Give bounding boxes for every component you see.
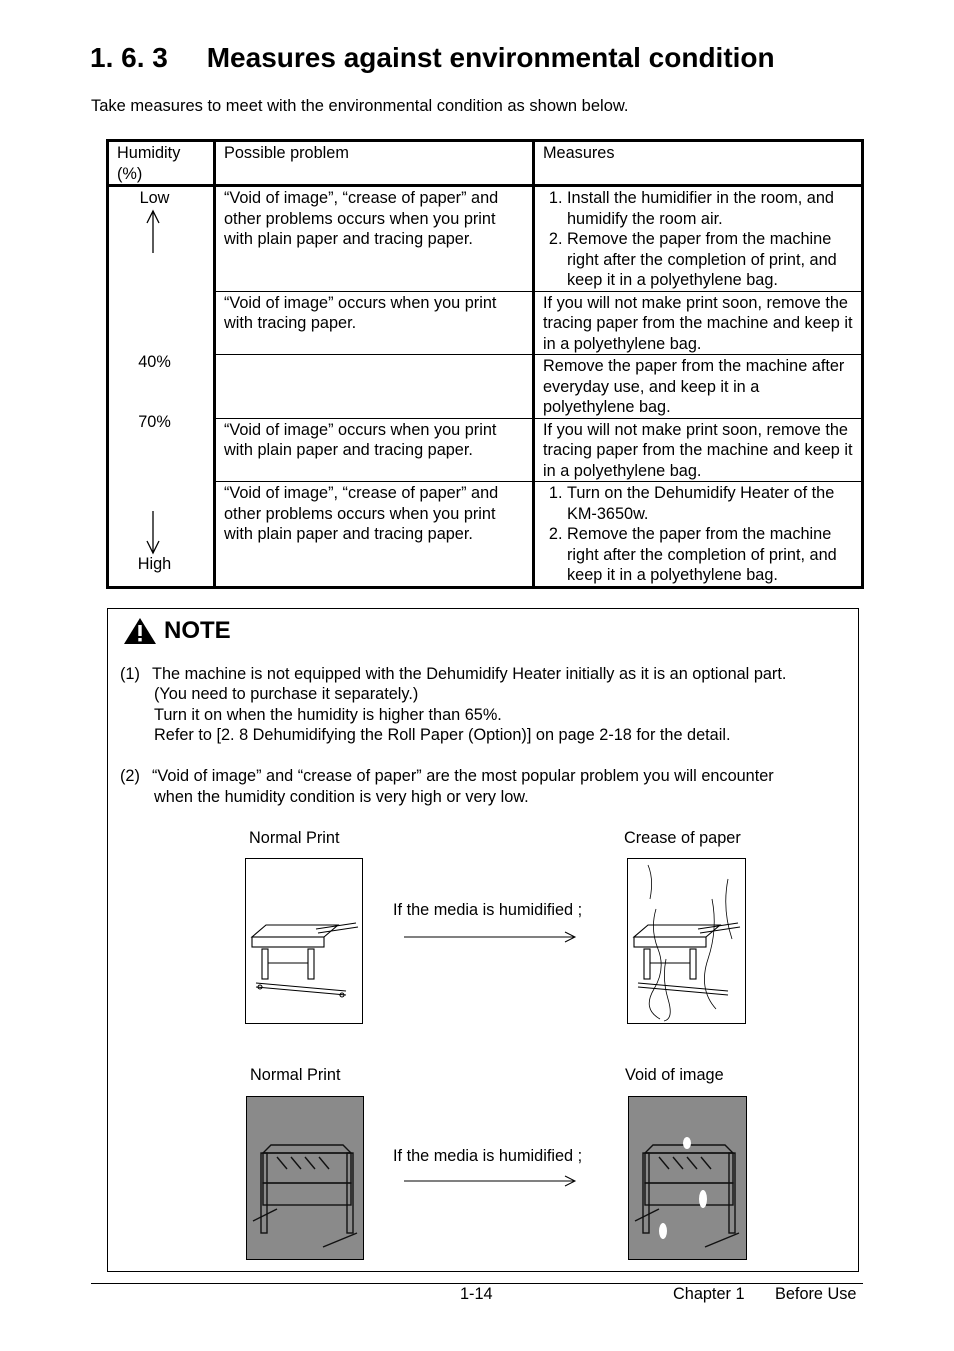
measure-item: 2. Remove the paper from the machine right after the completion of print, and keep it in a polyethylene bag. <box>567 229 853 291</box>
humidity-40: 40% <box>138 353 171 371</box>
measure-item: 1. Install the humidifier in the room, and humidify the room air. <box>567 188 853 229</box>
note-item-2-line: “Void of image” and “crease of paper” are the most popular problem you will encounter <box>152 767 774 785</box>
note-item-2-line: when the humidity condition is very high or very low. <box>154 788 529 806</box>
humidity-low: Low <box>139 189 170 207</box>
measures-list <box>543 483 853 586</box>
plotter-drawing-icon <box>246 859 362 1023</box>
page-title: 1. 6. 3 Measures against environmental condition <box>90 42 775 73</box>
table-row <box>108 482 863 588</box>
section-label: Before Use <box>775 1285 857 1303</box>
arrow-down-icon <box>145 509 161 555</box>
table-row <box>108 355 863 419</box>
void-plotter-drawing-icon <box>629 1097 746 1259</box>
normal-print-dark-image <box>246 1096 364 1260</box>
void-label: Void of image <box>625 1066 724 1084</box>
measures-cell: If you will not make print soon, remove the tracing paper from the machine and keep it in a polyethylene bag. <box>534 291 863 355</box>
problem-cell: “Void of image” occurs when you print with tracing paper. <box>215 291 534 355</box>
crease-image <box>627 858 746 1024</box>
arrow-right-icon <box>403 1174 579 1188</box>
measures-cell: Remove the paper from the machine after everyday use, and keep it in a polyethylene bag. <box>534 355 863 419</box>
table-row <box>108 186 863 292</box>
environment-table <box>106 139 864 589</box>
header-problem: Possible problem <box>215 141 534 186</box>
measures-cell: If you will not make print soon, remove the tracing paper from the machine and keep it in a polyethylene bag. <box>534 418 863 482</box>
page-number: 1-14 <box>460 1285 493 1303</box>
measures-cell <box>534 186 863 292</box>
arrow-text: If the media is humidified ; <box>393 1147 583 1165</box>
arrow-text: If the media is humidified ; <box>393 901 583 919</box>
measure-item: 2. Remove the paper from the machine right after the completion of print, and keep it in a polyethylene bag. <box>567 524 853 586</box>
table-row <box>108 291 863 355</box>
warning-icon <box>122 616 158 646</box>
measures-cell <box>534 482 863 588</box>
crease-label: Crease of paper <box>624 829 741 847</box>
problem-cell: “Void of image”, “crease of paper” and other problems occurs when you print with plain paper and tracing paper. <box>215 482 534 588</box>
humidity-scale <box>108 186 215 588</box>
note-item-1-line: (You need to purchase it separately.) <box>154 685 419 703</box>
note-item-2-marker: (2) <box>120 767 140 785</box>
table-row <box>108 418 863 482</box>
chapter-label: Chapter 1 <box>673 1285 745 1303</box>
normal-print-label: Normal Print <box>250 1066 341 1084</box>
note-item-1-line: The machine is not equipped with the Dehumidify Heater initially as it is an optional part. <box>152 665 787 683</box>
normal-print-label: Normal Print <box>249 829 340 847</box>
arrow-up-icon <box>145 209 161 255</box>
note-item-1-line: Refer to [2. 8 Dehumidifying the Roll Paper (Option)] on page 2-18 for the detail. <box>154 726 731 744</box>
void-image <box>628 1096 747 1260</box>
measures-list <box>543 188 853 291</box>
table-header-row <box>108 141 863 186</box>
humidity-70: 70% <box>138 413 171 431</box>
footer-rule <box>91 1283 863 1284</box>
creased-plotter-drawing-icon <box>628 859 745 1023</box>
header-measures: Measures <box>534 141 863 186</box>
problem-cell: “Void of image”, “crease of paper” and other problems occurs when you print with plain paper and tracing paper. <box>215 186 534 292</box>
problem-cell <box>215 355 534 419</box>
plotter-dark-drawing-icon <box>247 1097 363 1259</box>
arrow-right-icon <box>403 930 579 944</box>
note-header <box>122 614 231 648</box>
problem-cell: “Void of image” occurs when you print with plain paper and tracing paper. <box>215 418 534 482</box>
note-title: NOTE <box>164 617 231 644</box>
note-item-1-marker: (1) <box>120 665 140 683</box>
normal-print-image <box>245 858 363 1024</box>
humidity-high: High <box>137 555 172 573</box>
intro-text: Take measures to meet with the environmental condition as shown below. <box>91 97 629 115</box>
measure-item: 1. Turn on the Dehumidify Heater of the KM-3650w. <box>567 483 853 524</box>
note-item-1-line: Turn it on when the humidity is higher than 65%. <box>154 706 502 724</box>
header-humidity: Humidity (%) <box>108 141 215 186</box>
